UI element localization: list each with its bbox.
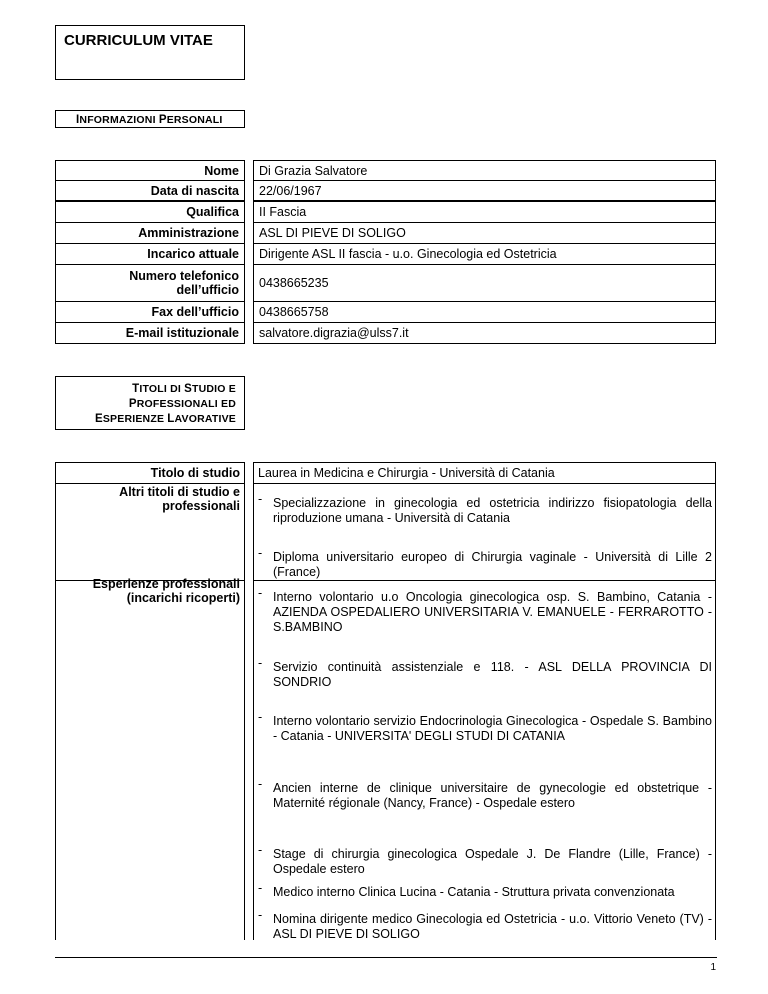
email-value[interactable]: salvatore.digrazia@ulss7.it	[253, 322, 716, 344]
esperienze-item: Medico interno Clinica Lucina - Catania - Struttura privata convenzionata	[273, 885, 675, 899]
list-item	[258, 710, 713, 744]
list-item	[258, 777, 713, 811]
incarico-label: Incarico attuale	[55, 243, 245, 265]
studi-left-column	[55, 462, 245, 940]
esperienze-item: Ancien interne de clinique universitaire de gynecologie ed obstetrique - Maternité régionale (Nancy, France) - Ospedale estero	[273, 781, 712, 810]
altri-titoli-label-line2: professionali	[162, 499, 240, 513]
list-item	[258, 908, 713, 942]
nome-label: Nome	[55, 160, 245, 181]
telefono-label-line1: Numero telefonico	[129, 269, 239, 283]
esperienze-item: Interno volontario servizio Endocrinologia Ginecologica - Ospedale S. Bambino - Catania - UNIVERSITA' DEGLI STUDI DI CATANIA	[273, 714, 712, 743]
list-item	[258, 656, 713, 690]
esperienze-item: Nomina dirigente medico Ginecologia ed Ostetricia - u.o. Vittorio Veneto (TV) - ASL DI PIEVE DI SOLIGO	[273, 912, 712, 941]
amministrazione-label: Amministrazione	[55, 222, 245, 244]
qualifica-value: II Fascia	[253, 201, 716, 223]
section-personal-label: INFORMAZIONI PERSONALI	[76, 114, 223, 126]
section-studi-line1: TITOLI DI STUDIO E	[132, 383, 236, 395]
section-studi-line3: ESPERIENZE LAVORATIVE	[94, 413, 236, 425]
titolo-value: Laurea in Medicina e Chirurgia - Università di Catania	[258, 466, 555, 480]
telefono-label	[55, 264, 245, 302]
altri-titoli-item: Diploma universitario europeo di Chirurgia vaginale - Università di Lille 2 (France)	[273, 550, 712, 579]
list-item	[258, 843, 713, 877]
nascita-value: 22/06/1967	[253, 180, 716, 201]
row-divider	[253, 483, 716, 484]
list-dash: -	[258, 710, 263, 724]
altri-titoli-label-line1: Altri titoli di studio e	[119, 485, 240, 499]
section-studi-esperienze	[55, 376, 245, 430]
row-divider	[55, 483, 245, 484]
email-label: E-mail istituzionale	[55, 322, 245, 344]
list-dash: -	[258, 777, 263, 791]
esperienze-item: Servizio continuità assistenziale e 118. - ASL DELLA PROVINCIA DI SONDRIO	[273, 660, 712, 689]
nome-value: Di Grazia Salvatore	[253, 160, 716, 181]
esperienze-label-line1: Esperienze professionali	[92, 577, 240, 591]
list-dash: -	[258, 546, 263, 560]
footer-rule	[55, 957, 717, 958]
row-divider	[253, 580, 716, 581]
esperienze-item: Stage di chirurgia ginecologica Ospedale J. De Flandre (Lille, France) - Ospedale estero	[273, 847, 712, 876]
page-number: 1	[710, 962, 716, 973]
list-dash: -	[258, 843, 263, 857]
esperienze-label-line2: (incarichi ricoperti)	[126, 591, 240, 605]
esperienze-item: Interno volontario u.o Oncologia ginecologica osp. S. Bambino, Catania - AZIENDA OSPEDALIERO UNIVERSITARIA V. EMANUELE - FERRAROTTO - S.BAMBINO	[273, 590, 712, 634]
altri-titoli-item: Specializzazione in ginecologia ed ostetricia indirizzo fisiopatologia della riproduzione umana - Università di Catania	[273, 496, 712, 525]
list-dash: -	[258, 656, 263, 670]
esperienze-label	[55, 577, 240, 605]
list-dash: -	[258, 586, 263, 600]
telefono-label-line2: dell’ufficio	[176, 283, 239, 297]
list-dash: -	[258, 492, 263, 506]
amministrazione-value: ASL DI PIEVE DI SOLIGO	[253, 222, 716, 244]
fax-value: 0438665758	[253, 301, 716, 323]
fax-label: Fax dell’ufficio	[55, 301, 245, 323]
qualifica-label: Qualifica	[55, 201, 245, 223]
list-dash: -	[258, 908, 263, 922]
nascita-label: Data di nascita	[55, 180, 245, 201]
incarico-value: Dirigente ASL II fascia - u.o. Ginecologia ed Ostetricia	[253, 243, 716, 265]
list-dash: -	[258, 881, 263, 895]
section-studi-line2: PROFESSIONALI ED	[128, 398, 236, 410]
titolo-label: Titolo di studio	[150, 466, 240, 480]
telefono-value: 0438665235	[253, 264, 716, 302]
section-personal-info	[55, 110, 245, 128]
list-item	[258, 881, 713, 900]
list-item	[258, 586, 713, 635]
list-item	[258, 546, 713, 580]
altri-titoli-label	[55, 485, 240, 513]
list-item	[258, 492, 713, 526]
cv-title: CURRICULUM VITAE	[55, 25, 245, 80]
